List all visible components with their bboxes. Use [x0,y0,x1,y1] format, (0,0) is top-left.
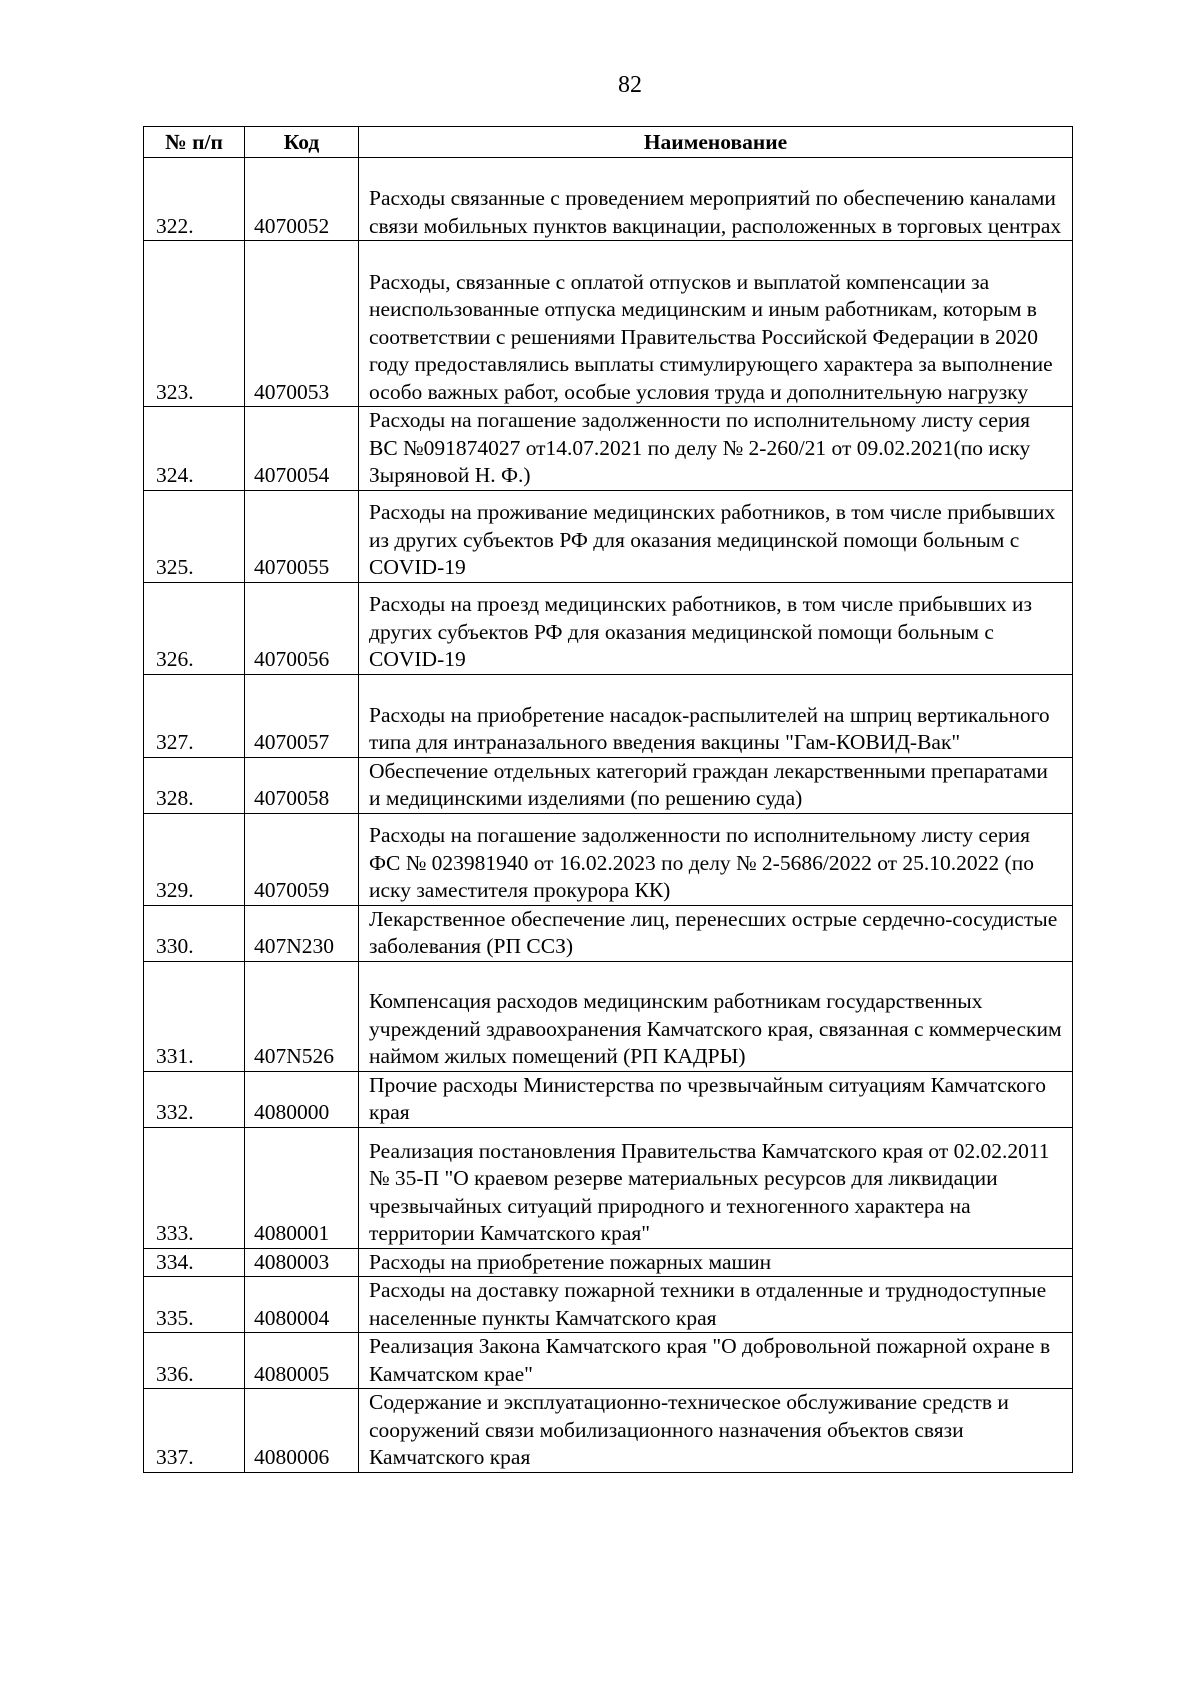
row-name-cell: Содержание и эксплуатационно-техническое обслуживание средств и сооружений связи мобилизационного назначения объектов связи Камчатского края [359,1389,1073,1473]
table-row [144,490,1073,582]
row-number-cell: 330. [144,905,245,961]
row-name-cell: Реализация постановления Правительства Камчатского края от 02.02.2011 № 35-П "О краевом резерве материальных ресурсов для ликвидации чрезвычайных ситуаций природного и техногенного характера на территории Камчатского края" [359,1127,1073,1248]
row-number-cell: 322. [144,158,245,241]
row-code-cell: 4080000 [245,1071,359,1127]
row-code-cell: 4070052 [245,158,359,241]
row-name-cell: Прочие расходы Министерства по чрезвычайным ситуациям Камчатского края [359,1071,1073,1127]
expense-codes-table [143,126,1073,1473]
row-name-cell: Расходы связанные с проведением мероприятий по обеспечению каналами связи мобильных пунктов вакцинации, расположенных в торговых центрах [359,158,1073,241]
row-code-cell: 4070055 [245,490,359,582]
row-number-cell: 332. [144,1071,245,1127]
row-number-cell: 329. [144,813,245,905]
row-code-cell: 4070056 [245,582,359,674]
row-code-cell: 4070054 [245,407,359,491]
header-name: Наименование [359,127,1073,158]
table-row [144,241,1073,407]
row-name-cell: Расходы на приобретение насадок-распылителей на шприц вертикального типа для интраназального введения вакцины "Гам-КОВИД-Вак" [359,674,1073,757]
row-name-cell: Реализация Закона Камчатского края "О добровольной пожарной охране в Камчатском крае" [359,1333,1073,1389]
row-number-cell: 334. [144,1248,245,1277]
row-name-cell: Расходы на доставку пожарной техники в отдаленные и труднодоступные населенные пункты Камчатского края [359,1277,1073,1333]
row-code-cell: 4080004 [245,1277,359,1333]
row-number-cell: 326. [144,582,245,674]
row-code-cell: 4070053 [245,241,359,407]
row-code-cell: 407N230 [245,905,359,961]
table-row [144,158,1073,241]
table-row [144,961,1073,1071]
row-number-cell: 333. [144,1127,245,1248]
row-number-cell: 336. [144,1333,245,1389]
row-number-cell: 328. [144,757,245,813]
row-number-cell: 337. [144,1389,245,1473]
row-name-cell: Расходы на проезд медицинских работников, в том числе прибывших из других субъектов РФ для оказания медицинской помощи больным с COVID-19 [359,582,1073,674]
row-code-cell: 407N526 [245,961,359,1071]
header-code: Код [245,127,359,158]
table-row [144,813,1073,905]
row-number-cell: 324. [144,407,245,491]
row-number-cell: 335. [144,1277,245,1333]
row-code-cell: 4070058 [245,757,359,813]
row-number-cell: 325. [144,490,245,582]
row-name-cell: Компенсация расходов медицинским работникам государственных учреждений здравоохранения Камчатского края, связанная с коммерческим наймом жилых помещений (РП КАДРЫ) [359,961,1073,1071]
table-header-row [144,127,1073,158]
row-code-cell: 4080006 [245,1389,359,1473]
header-number: № п/п [144,127,245,158]
row-name-cell: Расходы на погашение задолженности по исполнительному листу серия ВС №091874027 от14.07.2021 по делу № 2-260/21 от 09.02.2021(по иску Зыряновой Н. Ф.) [359,407,1073,491]
table-row [144,1127,1073,1248]
page-number: 82 [618,72,642,98]
table-row [144,1277,1073,1333]
row-name-cell: Расходы на проживание медицинских работников, в том числе прибывших из других субъектов РФ для оказания медицинской помощи больным с COVID-19 [359,490,1073,582]
row-number-cell: 331. [144,961,245,1071]
row-name-cell: Обеспечение отдельных категорий граждан лекарственными препаратами и медицинскими изделиями (по решению суда) [359,757,1073,813]
row-code-cell: 4080001 [245,1127,359,1248]
row-code-cell: 4070059 [245,813,359,905]
row-name-cell: Расходы на приобретение пожарных машин [359,1248,1073,1277]
row-name-cell: Лекарственное обеспечение лиц, перенесших острые сердечно-сосудистые заболевания (РП ССЗ) [359,905,1073,961]
row-code-cell: 4080003 [245,1248,359,1277]
table-row [144,905,1073,961]
table-row [144,1071,1073,1127]
table-row [144,1248,1073,1277]
row-number-cell: 323. [144,241,245,407]
row-code-cell: 4070057 [245,674,359,757]
table-row [144,582,1073,674]
table-row [144,674,1073,757]
table-row [144,407,1073,491]
row-name-cell: Расходы, связанные с оплатой отпусков и выплатой компенсации за неиспользованные отпуска медицинским и иным работникам, которым в соответствии с решениями Правительства Российской Федерации в 2020 году предоставлялись выплаты стимулирующего характера за выполнение особо важных работ, особые условия труда и дополнительную нагрузку [359,241,1073,407]
row-number-cell: 327. [144,674,245,757]
row-name-cell: Расходы на погашение задолженности по исполнительному листу серия ФС № 023981940 от 16.02.2023 по делу № 2-5686/2022 от 25.10.2022 (по иску заместителя прокурора КК) [359,813,1073,905]
table-row [144,757,1073,813]
table-row [144,1333,1073,1389]
table-row [144,1389,1073,1473]
row-code-cell: 4080005 [245,1333,359,1389]
